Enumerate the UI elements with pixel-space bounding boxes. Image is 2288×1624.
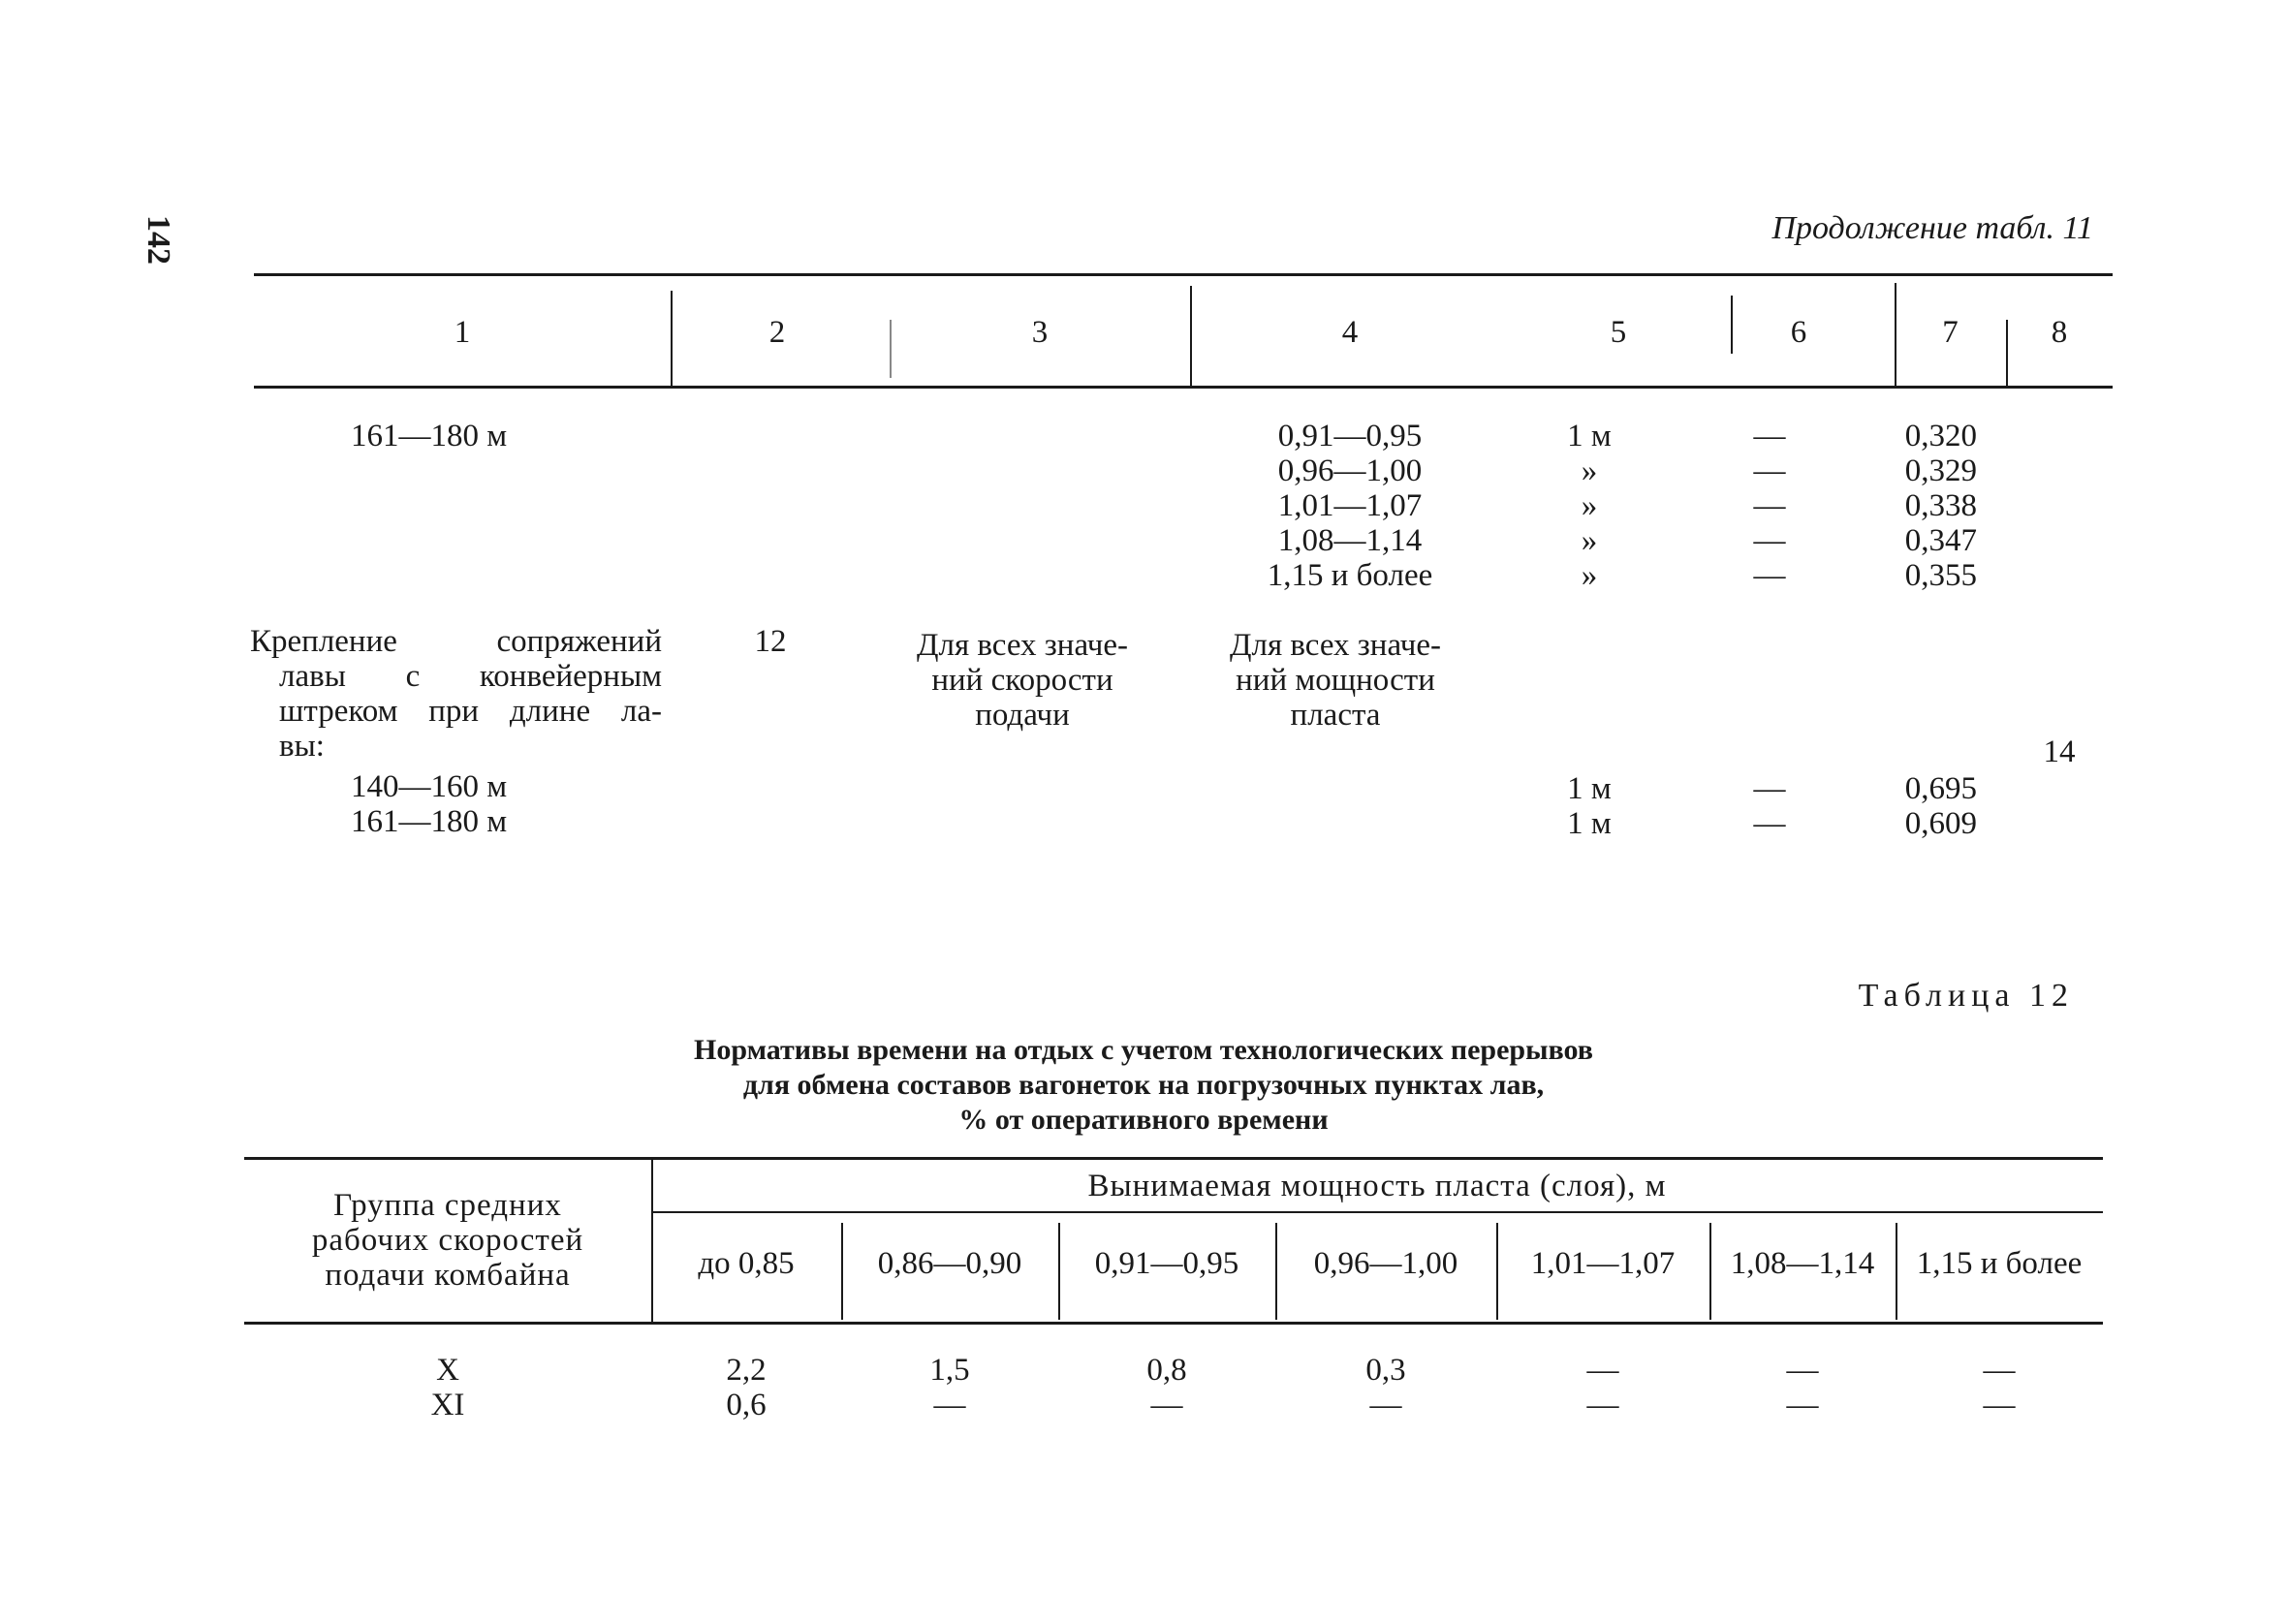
col-header-6: 6 (1790, 315, 1807, 350)
table-row: 0,91—0,95 (1277, 419, 1423, 453)
span-header: Вынимаемая мощность пласта (слоя), м (1087, 1169, 1667, 1203)
table-12-label: Таблица 12 (1858, 978, 2074, 1014)
length-label: 161—180 м (351, 804, 508, 839)
table-row: 0,96—1,00 (1277, 453, 1423, 488)
col-header-5: 5 (1610, 315, 1627, 350)
table-row: 1,15 и более (1267, 558, 1433, 593)
length-label: 140—160 м (351, 769, 508, 804)
table-12-title-line: Нормативы времени на отдых с учетом технологических перерывов (694, 1034, 1593, 1066)
col-header-1: 1 (454, 315, 471, 350)
col-header: 0,91—0,95 (1094, 1246, 1239, 1281)
col-header-8: 8 (2051, 315, 2068, 350)
item-description-line: Крепление сопряжений (250, 624, 662, 659)
table-row: X (436, 1353, 459, 1388)
col-header: 0,96—1,00 (1313, 1246, 1458, 1281)
item-description-line: штреком при длине ла- (279, 694, 662, 729)
item-number: 12 (754, 624, 787, 659)
table-12-title-line: % от оперативного времени (958, 1104, 1329, 1136)
table-11-header-rule (254, 386, 2113, 389)
col-header-2: 2 (768, 315, 786, 350)
norm-value: 14 (2043, 734, 2076, 769)
table-12-title-line: для обмена составов вагонеток на погрузочных пунктах лав, (742, 1069, 1545, 1101)
col-header-3: 3 (1031, 315, 1049, 350)
table-row: 1,08—1,14 (1277, 523, 1423, 558)
stub-header-line: рабочих скоростей (311, 1223, 584, 1258)
col-header: 1,08—1,14 (1730, 1246, 1875, 1281)
col-header-7: 7 (1942, 315, 1959, 350)
col-header: 1,01—1,07 (1530, 1246, 1676, 1281)
table-11-caption: Продолжение табл. 11 (1771, 210, 2093, 246)
table-row: XI (430, 1388, 465, 1422)
table-row: 1,01—1,07 (1277, 488, 1423, 523)
col-header: до 0,85 (698, 1246, 795, 1281)
item-description-line: лавы с конвейерным (279, 659, 662, 694)
item-description-line: вы: (279, 729, 325, 764)
col-header: 1,15 и более (1916, 1246, 2083, 1281)
table-11-top-rule (254, 273, 2113, 276)
stub-header-line: подачи комбайна (325, 1258, 571, 1293)
col-header-4: 4 (1341, 315, 1359, 350)
col-header: 0,86—0,90 (877, 1246, 1022, 1281)
page-number: 142 (141, 215, 176, 265)
stub-header-line: Группа средних (333, 1188, 562, 1223)
length-label: 161—180 м (351, 419, 508, 453)
